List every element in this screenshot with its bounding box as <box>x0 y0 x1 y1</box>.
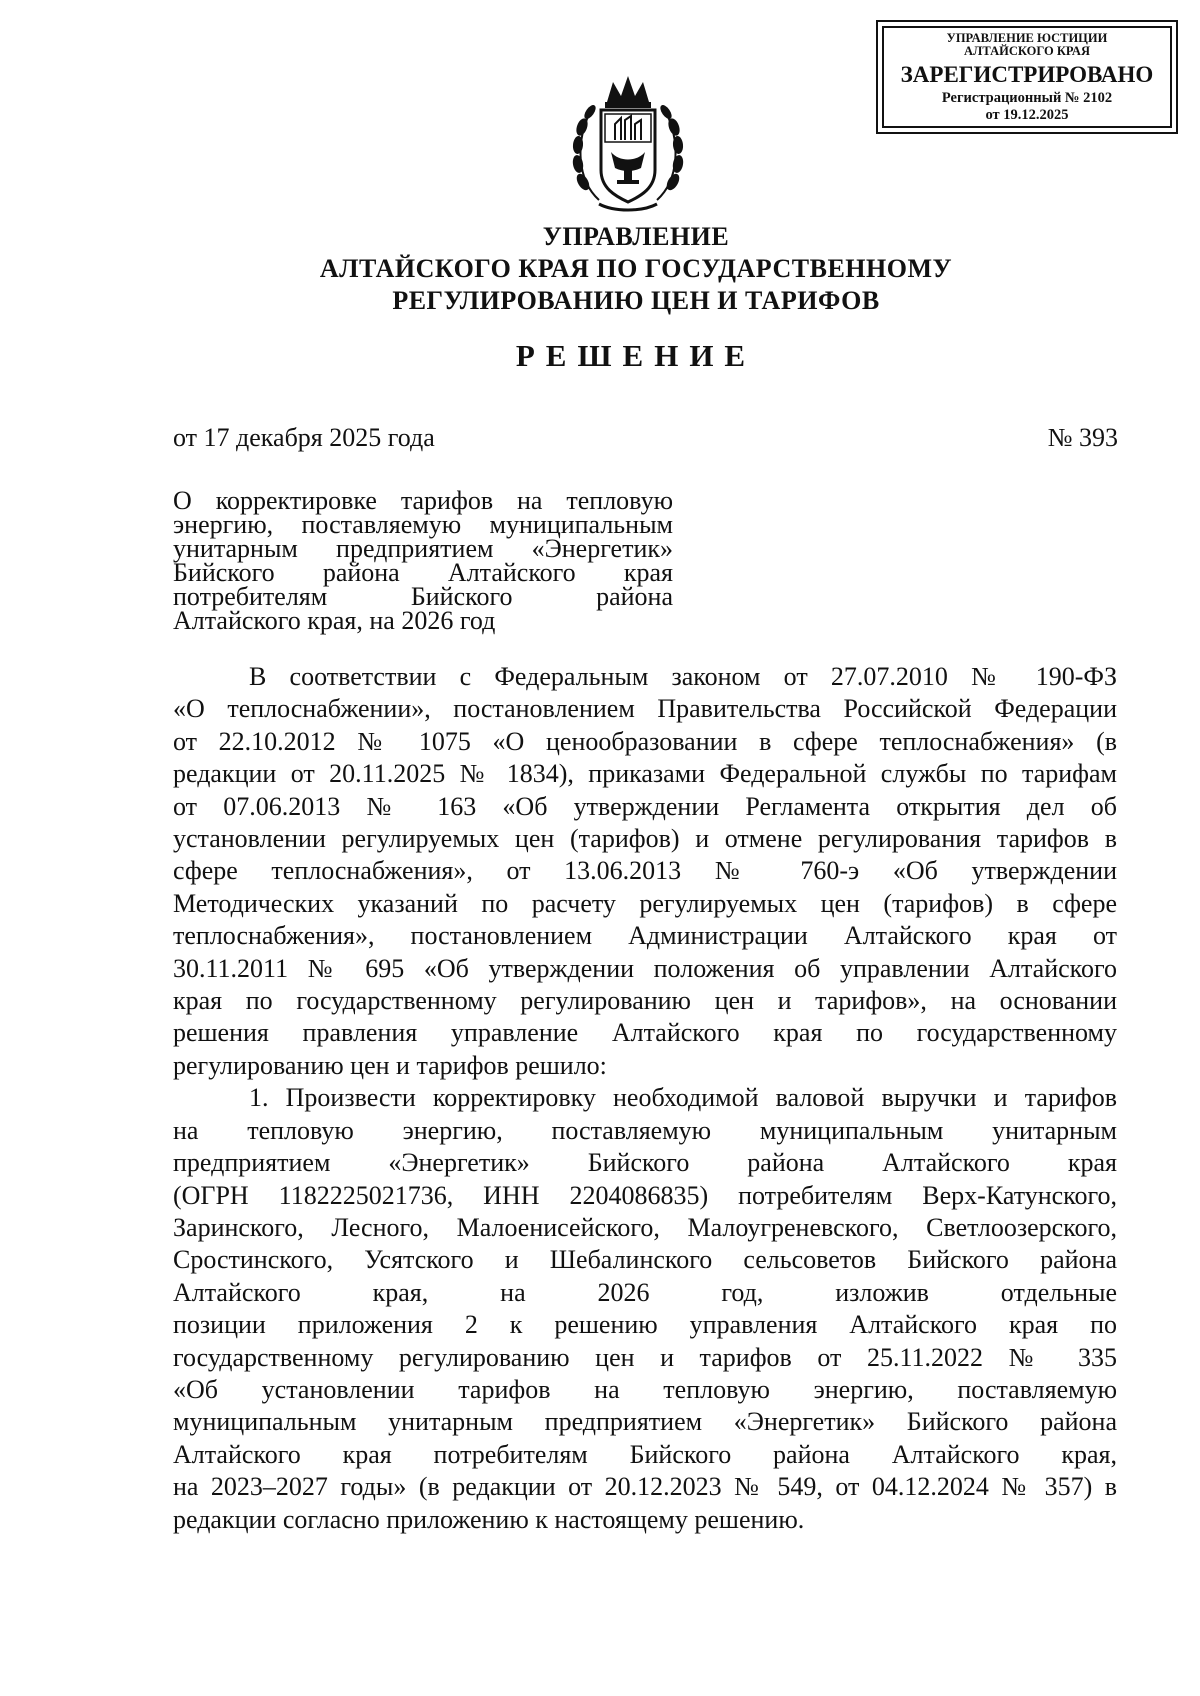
body-line: «О теплоснабжении», постановлением Правительства Российской Федерации <box>173 694 1117 724</box>
body-line: установлении регулируемых цен (тарифов) и отмене регулирования тарифов в <box>173 824 1117 854</box>
body-line: редакции согласно приложению к настоящему решению. <box>173 1504 805 1534</box>
stamp-reg-date: от 19.12.2025 <box>985 107 1069 123</box>
issuing-authority <box>160 221 1112 317</box>
body-line: В соответствии с Федеральным законом от 27.07.2010 № 190-ФЗ <box>249 662 1117 691</box>
subject-line: Бийского района Алтайского края <box>173 558 673 587</box>
authority-line: АЛТАЙСКОГО КРАЯ ПО ГОСУДАРСТВЕННОМУ <box>319 254 953 283</box>
subject-line: энергию, поставляемую муниципальным <box>173 510 673 539</box>
body-line: сфере теплоснабжения», от 13.06.2013 № 760-э «Об утверждении <box>173 856 1117 886</box>
body-line: Сростинского, Усятского и Шебалинского сельсоветов Бийского района <box>173 1245 1117 1275</box>
body-line: 1. Произвести корректировку необходимой валовой выручки и тарифов <box>249 1083 1117 1113</box>
document-number: № 393 <box>1047 423 1118 452</box>
document-subject <box>173 486 673 635</box>
subject-line: О корректировке тарифов на тепловую <box>173 486 673 515</box>
body-line: позиции приложения 2 к решению управления Алтайского края по <box>173 1310 1117 1340</box>
body-line: края по государственному регулированию цен и тарифов», на основании <box>173 986 1117 1016</box>
subject-line: унитарным предприятием «Энергетик» <box>173 534 673 563</box>
coat-of-arms-icon <box>569 72 687 218</box>
body-line: 30.11.2011 № 695 «Об утверждении положения об управлении Алтайского <box>173 953 1117 983</box>
document-date: от 17 декабря 2025 года <box>173 423 435 452</box>
body-line: государственному регулированию цен и тарифов от 25.11.2022 № 335 <box>173 1342 1117 1372</box>
body-line: (ОГРН 1182225021736, ИНН 2204086835) потребителям Верх-Катунского, <box>173 1180 1117 1210</box>
body-line: предприятием «Энергетик» Бийского района Алтайского края <box>173 1148 1117 1178</box>
body-line: на тепловую энергию, поставляемую муниципальным унитарным <box>173 1115 1117 1145</box>
body-line: редакции от 20.11.2025 № 1834), приказами Федеральной службы по тарифам <box>173 759 1117 789</box>
body-line: Заринского, Лесного, Малоенисейского, Малоугреневского, Светлоозерского, <box>173 1212 1117 1242</box>
subject-line: Алтайского края, на 2026 год <box>173 606 496 635</box>
document-body <box>173 661 1117 1536</box>
registration-stamp-inner <box>882 26 1172 128</box>
authority-line: УПРАВЛЕНИЕ <box>542 222 730 251</box>
body-line: Алтайского края потребителям Бийского района Алтайского края, <box>173 1439 1117 1469</box>
stamp-status: ЗАРЕГИСТРИРОВАНО <box>900 62 1154 87</box>
registration-stamp <box>876 20 1178 134</box>
stamp-reg-number: Регистрационный № 2102 <box>941 90 1113 106</box>
subject-line: потребителям Бийского района <box>173 582 673 611</box>
body-line: теплоснабжения», постановлением Администрации Алтайского края от <box>173 921 1117 951</box>
document-type-title: РЕШЕНИЕ <box>515 338 757 373</box>
body-line: на 2023–2027 годы» (в редакции от 20.12.2023 № 549, от 04.12.2024 № 357) в <box>173 1472 1117 1502</box>
body-line: Алтайского края, на 2026 год, изложив отдельные <box>173 1277 1117 1307</box>
stamp-org-line1: УПРАВЛЕНИЕ ЮСТИЦИИ <box>946 31 1108 45</box>
body-line: регулированию цен и тарифов решило: <box>173 1050 607 1080</box>
body-line: от 22.10.2012 № 1075 «О ценообразовании в сфере теплоснабжения» (в <box>173 726 1117 756</box>
authority-line: РЕГУЛИРОВАНИЮ ЦЕН И ТАРИФОВ <box>392 286 880 315</box>
body-line: решения правления управление Алтайского края по государственному <box>173 1018 1117 1048</box>
body-line: муниципальным унитарным предприятием «Энергетик» Бийского района <box>173 1407 1117 1437</box>
body-line: от 07.06.2013 № 163 «Об утверждении Регламента открытия дел об <box>173 791 1117 821</box>
body-line: «Об установлении тарифов на тепловую энергию, поставляемую <box>173 1374 1117 1404</box>
body-line: Методических указаний по расчету регулируемых цен (тарифов) в сфере <box>173 888 1117 918</box>
stamp-org-line2: АЛТАЙСКОГО КРАЯ <box>964 44 1090 58</box>
